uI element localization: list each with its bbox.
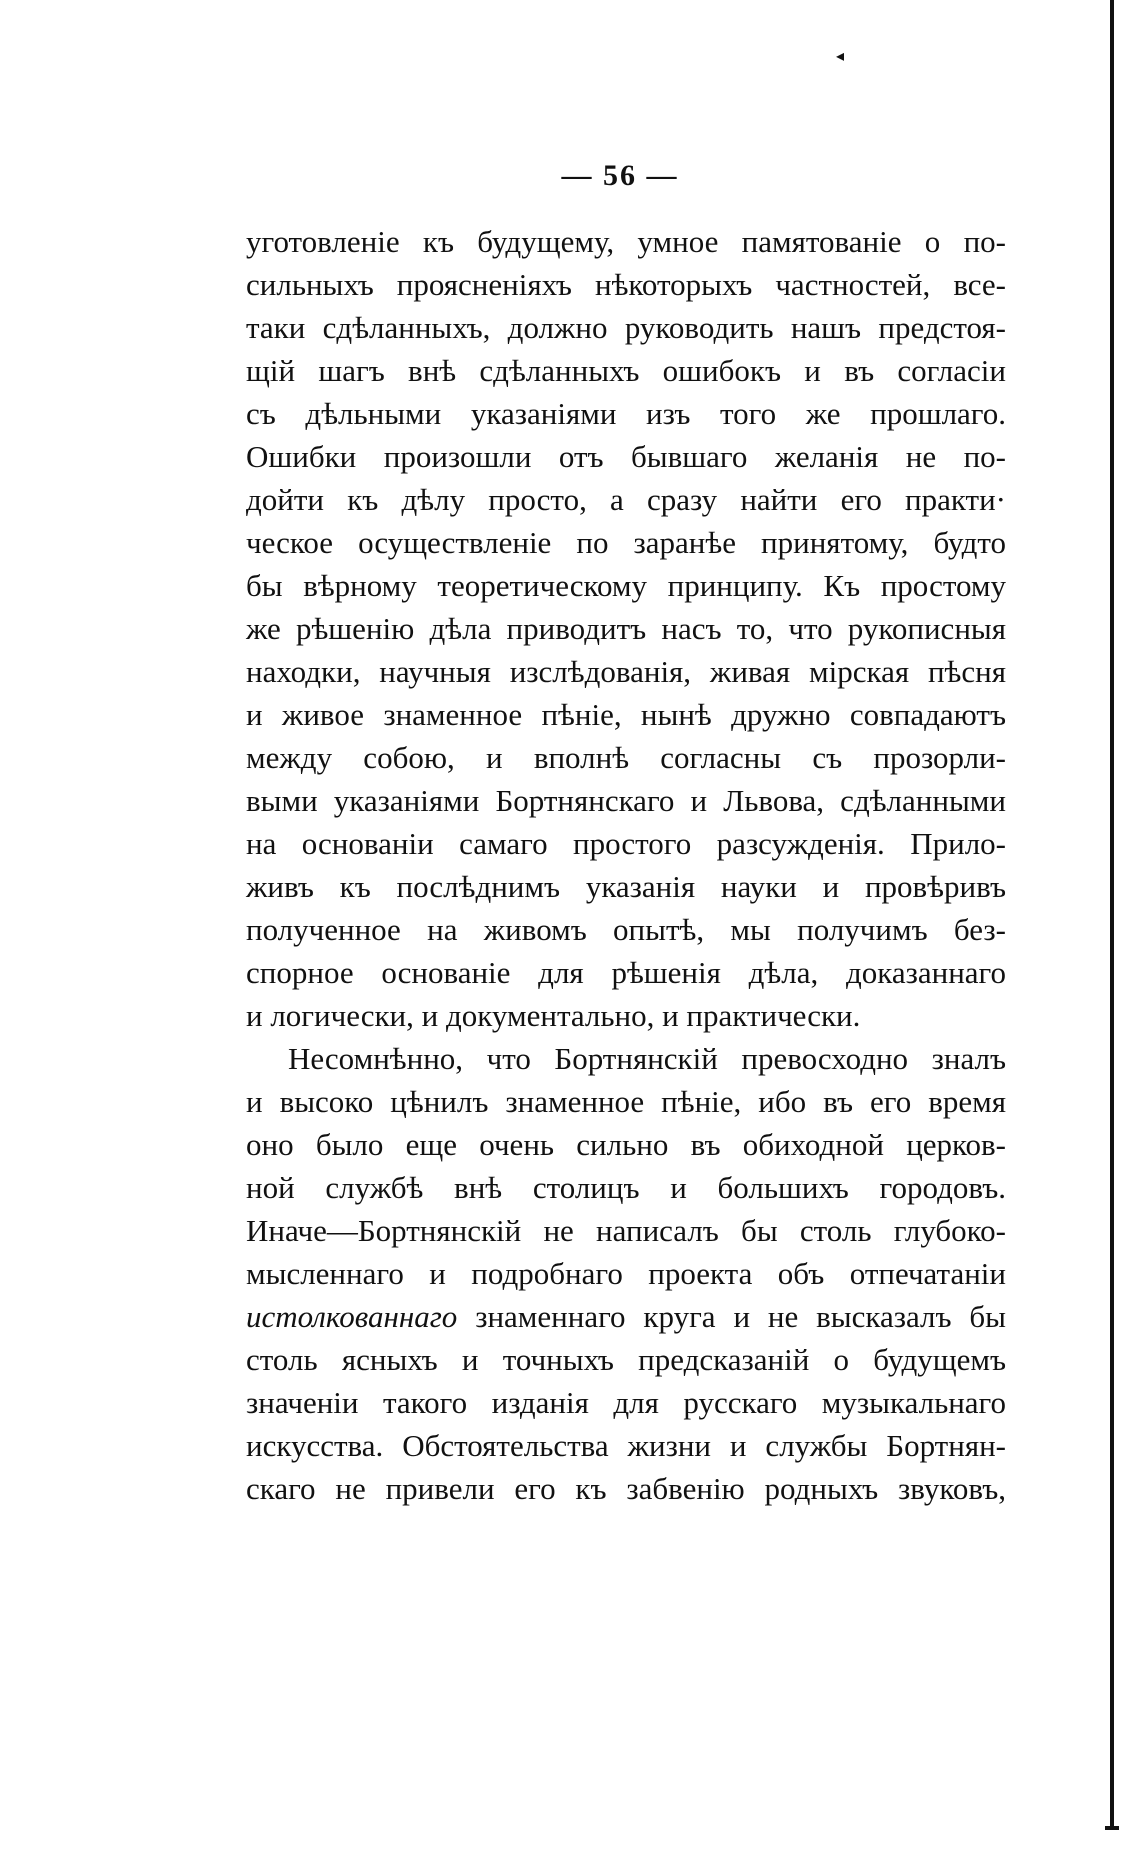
text-line: Ошибки произошли отъ бывшаго желанія не по- bbox=[246, 439, 1006, 474]
text-line: щій шагъ внѣ сдѣланныхъ ошибокъ и въ согласіи bbox=[246, 353, 1006, 388]
text-line: бы вѣрному теоретическому принципу. Къ простому bbox=[246, 568, 1006, 603]
text-line: между собою, и вполнѣ согласны съ прозорли- bbox=[246, 740, 1006, 775]
text-line: таки сдѣланныхъ, должно руководить нашъ предстоя- bbox=[246, 310, 1006, 345]
text-line: значеніи такого изданія для русскаго музыкальнаго bbox=[246, 1385, 1006, 1420]
text-line: скаго не привели его къ забвенію родныхъ звуковъ, bbox=[246, 1471, 1006, 1506]
text-line: выми указаніями Бортнянскаго и Львова, сдѣланными bbox=[246, 783, 1006, 818]
paragraph-1 bbox=[246, 220, 1006, 1037]
page-number: — 56 — bbox=[561, 159, 679, 192]
text-line: дойти къ дѣлу просто, а сразу найти его практи· bbox=[246, 482, 1006, 517]
text-line: Иначе—Бортнянскій не написалъ бы столь глубоко- bbox=[246, 1213, 1006, 1248]
text-line: и высоко цѣнилъ знаменное пѣніе, ибо въ его время bbox=[246, 1084, 1006, 1119]
paragraph-2 bbox=[246, 1037, 1006, 1510]
text-line: оно было еще очень сильно въ обиходной церков- bbox=[246, 1127, 1006, 1162]
text-line: Несомнѣнно, что Бортнянскій превосходно зналъ bbox=[288, 1041, 1006, 1076]
corner-mark: ◂ bbox=[836, 46, 845, 65]
line-rest: знаменнаго круга и не высказалъ бы bbox=[457, 1299, 1006, 1334]
text-line: спорное основаніе для рѣшенія дѣла, доказаннаго bbox=[246, 955, 1006, 990]
text-line: на основаніи самаго простого разсужденія. Прило- bbox=[246, 826, 1006, 861]
text-line: живъ къ послѣднимъ указанія науки и провѣривъ bbox=[246, 869, 1006, 904]
italic-word: истолкованнаго bbox=[246, 1299, 458, 1334]
text-line: полученное на живомъ опытѣ, мы получимъ без- bbox=[246, 912, 1006, 947]
text-line: искусства. Обстоятельства жизни и службы Бортнян- bbox=[246, 1428, 1006, 1463]
text-line: и логически, и документально, и практически. bbox=[246, 998, 861, 1033]
text-line: находки, научныя изслѣдованія, живая мірская пѣсня bbox=[246, 654, 1006, 689]
text-line: ческое осуществленіе по заранѣе принятому, будто bbox=[246, 525, 1006, 560]
text-line-with-italic bbox=[246, 1295, 1006, 1338]
text-line: ной службѣ внѣ столицъ и большихъ городовъ. bbox=[246, 1170, 1006, 1205]
page-edge-tick bbox=[1105, 1826, 1119, 1830]
text-line: съ дѣльными указаніями изъ того же прошлаго. bbox=[246, 396, 1006, 431]
body-text bbox=[246, 220, 1006, 1510]
text-line: же рѣшенію дѣла приводитъ насъ то, что рукописныя bbox=[246, 611, 1006, 646]
text-line: столь ясныхъ и точныхъ предсказаній о будущемъ bbox=[246, 1342, 1006, 1377]
text-line: уготовленіе къ будущему, умное памятованіе о по- bbox=[246, 224, 1006, 259]
text-line: сильныхъ проясненіяхъ нѣкоторыхъ частностей, все- bbox=[246, 267, 1006, 302]
page-edge-line bbox=[1110, 0, 1114, 1830]
text-line: и живое знаменное пѣніе, нынѣ дружно совпадаютъ bbox=[246, 697, 1006, 732]
text-line: мысленнаго и подробнаго проекта объ отпечатаніи bbox=[246, 1256, 1006, 1291]
